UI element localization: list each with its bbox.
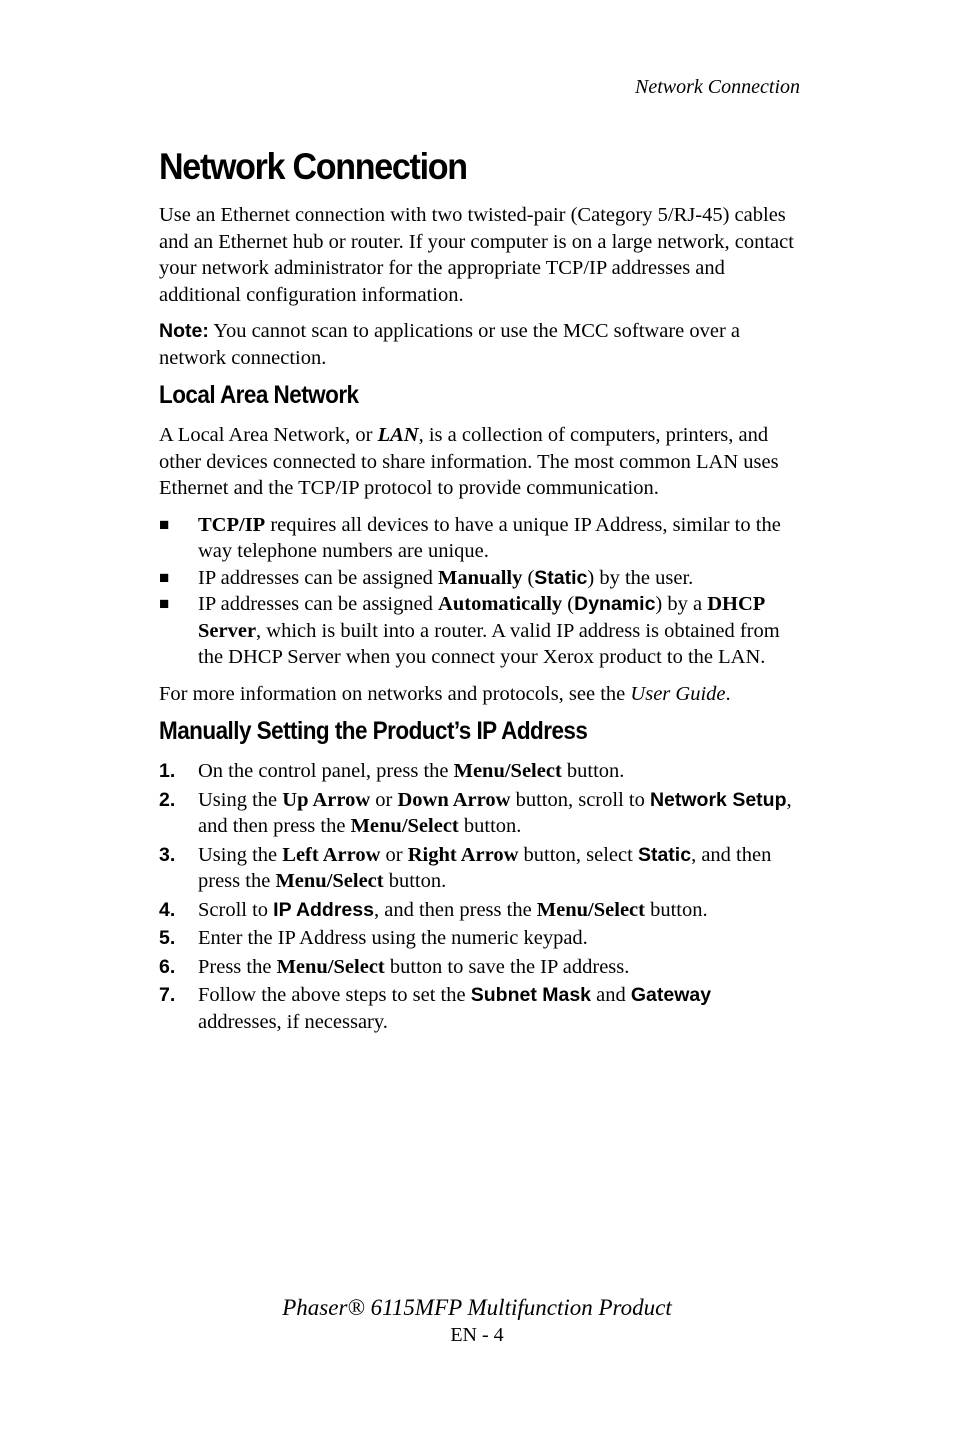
bullet-text: requires all devices to have a unique IP Address, similar to the way telephone numbers are unique. (198, 513, 781, 562)
bullet-text: , which is built into a router. A valid IP address is obtained from the DHCP Server when you connect your Xerox product to the LAN. (198, 619, 780, 668)
more-info-text: . (725, 682, 731, 705)
step-bold-term: Menu/Select (350, 815, 459, 837)
bullet-bold-term: DHCP Server (198, 593, 765, 642)
step-text: Scroll to (198, 898, 274, 921)
bullet-text: ) by the user. (587, 566, 694, 589)
step-number: 3. (159, 843, 176, 866)
step-item (159, 954, 799, 981)
step-bold-term: Down Arrow (397, 788, 511, 811)
step-number: 1. (159, 760, 176, 782)
lan-bullet-list (159, 512, 799, 671)
step-item (159, 982, 799, 1035)
step-text: or (370, 788, 398, 811)
bullet-ui-term: Dynamic (574, 593, 656, 615)
steps-list (159, 758, 799, 1035)
step-item (159, 925, 799, 952)
note-text: You cannot scan to applications or use the MCC software over a network connection. (159, 320, 741, 369)
list-item (159, 512, 799, 565)
step-text: On the control panel, press the (198, 760, 454, 782)
step-text: button. (561, 760, 625, 782)
step-number: 7. (159, 984, 176, 1006)
footer-product-name: Phaser® 6115MFP Multifunction Product (282, 1295, 672, 1320)
bullet-bold-term: Automatically (438, 593, 563, 615)
step-bold-term: Up Arrow (282, 788, 371, 811)
step-ui-term: Subnet Mask (470, 984, 592, 1006)
more-info-paragraph (159, 681, 799, 708)
step-number: 5. (159, 927, 176, 949)
lan-text-b: , is a collection of computers, printers, and other devices connected to share information. The most common LAN uses Ethernet and the TCP/IP protocol to provide communication. (159, 424, 779, 499)
lan-term: LAN (377, 424, 419, 446)
step-text: button, select (518, 843, 638, 866)
bullet-square-icon: ■ (159, 594, 170, 613)
bullet-text: ) by a (655, 593, 708, 615)
step-item (159, 897, 799, 924)
step-text: , and then press the (373, 898, 537, 921)
step-text: button. (644, 898, 708, 921)
step-ui-term: Gateway (630, 984, 712, 1006)
step-text: , and then press the (198, 843, 772, 892)
step-bold-term: Menu/Select (453, 760, 562, 782)
step-ui-term: Static (637, 843, 692, 866)
step-text: Using the (198, 788, 283, 811)
lan-paragraph (159, 422, 799, 502)
more-info-text: For more information on networks and protocols, see the (159, 682, 631, 705)
list-item (159, 591, 799, 671)
section-heading-manual-ip: Manually Setting the Product’s IP Address (159, 717, 588, 745)
note-paragraph (159, 318, 799, 371)
bullet-text: ( (562, 593, 575, 615)
bullet-text: IP addresses can be assigned (198, 593, 439, 615)
step-bold-term: Menu/Select (275, 870, 384, 892)
step-item (159, 758, 799, 785)
step-text: Press the (198, 955, 277, 978)
step-item (159, 842, 799, 895)
bullet-square-icon: ■ (159, 514, 170, 534)
step-text: button. (383, 870, 447, 892)
step-text: button. (458, 815, 522, 837)
step-number: 6. (159, 955, 176, 978)
step-bold-term: Left Arrow (282, 843, 381, 866)
step-text: or (380, 843, 408, 866)
step-number: 2. (159, 788, 176, 811)
bullet-text: IP addresses can be assigned (198, 566, 439, 589)
page-content (159, 146, 799, 1037)
step-ui-term: IP Address (273, 898, 374, 921)
step-text: button to save the IP address. (384, 955, 630, 978)
running-header: Network Connection (635, 76, 800, 98)
step-item (159, 787, 799, 840)
step-text: and (591, 984, 631, 1006)
note-label: Note: (159, 320, 209, 342)
page-title: Network Connection (159, 146, 467, 187)
page-footer (0, 1294, 954, 1348)
bullet-bold-term: TCP/IP (198, 513, 266, 536)
step-bold-term: Right Arrow (407, 843, 519, 866)
step-text: Enter the IP Address using the numeric keypad. (198, 927, 588, 949)
step-text: Follow the above steps to set the (198, 984, 471, 1006)
lan-text-a: A Local Area Network, or (159, 424, 378, 446)
step-bold-term: Menu/Select (536, 898, 645, 921)
step-text: , and then press the (198, 788, 792, 837)
step-number: 4. (159, 898, 176, 921)
bullet-ui-term: Static (534, 566, 588, 589)
bullet-bold-term: Manually (438, 566, 523, 589)
intro-paragraph: Use an Ethernet connection with two twisted-pair (Category 5/RJ-45) cables and an Ethernet hub or router. If your computer is on a large network, contact your network administrator for the appropriate TCP/IP addresses and additional configuration information. (159, 204, 794, 306)
footer-page-number: EN - 4 (450, 1324, 504, 1346)
step-ui-term: Network Setup (649, 788, 787, 811)
user-guide-reference: User Guide (630, 682, 726, 705)
step-text: button, scroll to (510, 788, 650, 811)
step-bold-term: Menu/Select (276, 955, 385, 978)
bullet-text: ( (522, 566, 535, 589)
step-text: Using the (198, 843, 283, 866)
list-item (159, 565, 799, 592)
section-heading-lan: Local Area Network (159, 381, 359, 409)
bullet-square-icon: ■ (159, 567, 170, 587)
step-text: addresses, if necessary. (198, 1010, 388, 1033)
